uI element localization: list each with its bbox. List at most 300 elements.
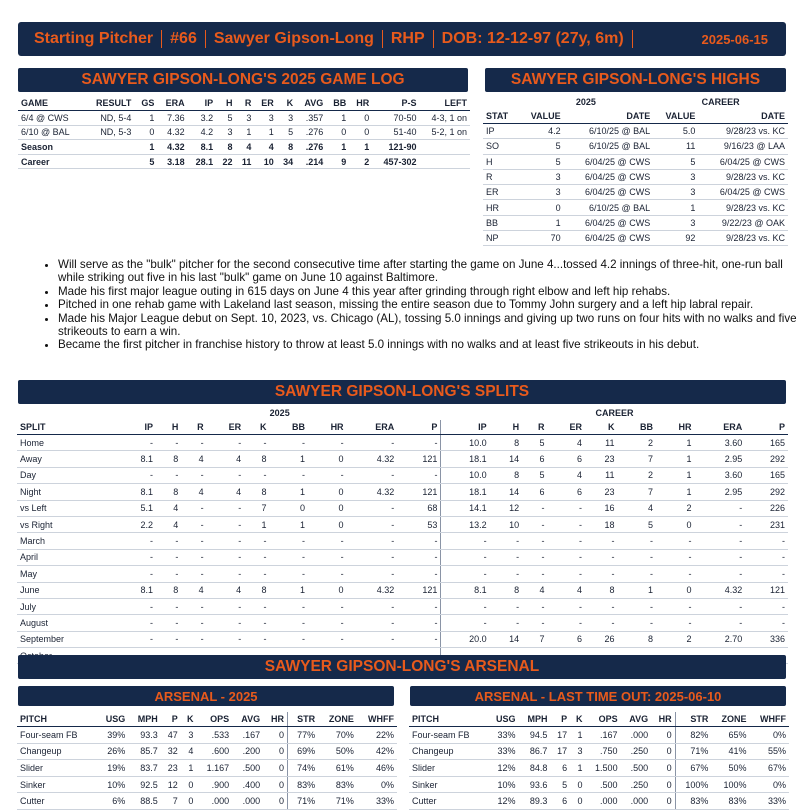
table-cell: 3: [181, 727, 197, 744]
table-cell: 34: [277, 154, 296, 169]
table-cell: 2: [349, 154, 372, 169]
game-log-summary-row: [18, 154, 470, 169]
highs-col-header: VALUE: [653, 109, 698, 124]
table-cell: 14: [490, 484, 522, 500]
table-cell: 0: [326, 125, 349, 140]
table-cell: -: [207, 533, 245, 549]
table-cell: 121: [397, 451, 441, 467]
table-cell: 3: [570, 743, 585, 760]
table-cell: .214: [296, 154, 326, 169]
table-cell: -: [617, 598, 656, 614]
table-cell: 2: [617, 467, 656, 483]
splits-col-header: IP: [441, 420, 490, 435]
splits-col-header: HR: [308, 420, 347, 435]
table-cell: 0: [570, 793, 585, 810]
table-cell: -: [270, 435, 309, 451]
table-cell: 7: [244, 500, 269, 516]
splits-group-career: CAREER: [595, 408, 634, 418]
arsenal-right-col-header: WHFF: [750, 712, 789, 727]
table-cell: 8.1: [118, 451, 156, 467]
table-cell: -: [522, 500, 547, 516]
highs-group-2025: 2025: [575, 97, 596, 107]
table-cell: -: [270, 549, 309, 565]
table-cell: 7: [522, 631, 547, 647]
splits-col-header: P: [397, 420, 441, 435]
note-item: • Will serve as the "bulk" pitcher for the second consecutive time after starting the game on June 4...tossed 4.2 innings of three-hit, one-run ball while striking out five in his last "bulk" game on June 10 against Baltimore.: [58, 258, 798, 285]
table-cell: 6/04/25 @ CWS: [564, 185, 654, 200]
table-cell: -: [347, 631, 398, 647]
table-cell: -: [656, 549, 695, 565]
table-cell: 4: [181, 743, 197, 760]
table-cell: -: [244, 566, 269, 582]
table-cell: -: [617, 615, 656, 631]
table-cell: -: [347, 467, 398, 483]
table-cell: 4: [236, 140, 255, 155]
game-log-table: [18, 96, 470, 169]
table-cell: 71%: [675, 743, 711, 760]
arsenal-left-col-header: K: [181, 712, 197, 727]
arsenal-right-col-header: K: [570, 712, 585, 727]
table-cell: 12: [490, 500, 522, 516]
table-cell: -: [244, 615, 269, 631]
table-cell: 7: [161, 793, 181, 810]
highs-row: [483, 185, 788, 200]
splits-row: [17, 467, 788, 483]
table-cell: 5: [277, 125, 296, 140]
table-cell: 0: [308, 451, 347, 467]
table-cell: 17: [550, 743, 570, 760]
table-cell: 17: [550, 727, 570, 744]
table-cell: -: [207, 615, 245, 631]
table-cell: -: [617, 549, 656, 565]
table-cell: 3.2: [188, 111, 217, 126]
table-cell: 12%: [487, 793, 518, 810]
player-throws: RHP: [383, 30, 434, 48]
table-cell: 23: [585, 451, 617, 467]
table-cell: 0: [308, 484, 347, 500]
table-cell: 39%: [96, 727, 128, 744]
table-cell: -: [347, 598, 398, 614]
table-cell: 11: [585, 467, 617, 483]
table-cell: 13.2: [441, 516, 490, 532]
game-log-col-header: HR: [349, 96, 372, 111]
table-cell: 92.5: [128, 776, 161, 793]
table-cell: 3: [254, 111, 276, 126]
table-cell: -: [244, 467, 269, 483]
table-cell: .900: [196, 776, 232, 793]
splits-row: [17, 451, 788, 467]
table-cell: Changeup: [17, 743, 96, 760]
table-cell: 22%: [357, 727, 397, 744]
table-cell: 1: [570, 727, 585, 744]
table-cell: 65%: [711, 727, 749, 744]
arsenal-left-col-header: USG: [96, 712, 128, 727]
table-cell: Home: [17, 435, 118, 451]
game-log-title: SAWYER GIPSON-LONG'S 2025 GAME LOG: [18, 68, 468, 92]
splits-col-header: BB: [617, 420, 656, 435]
table-cell: March: [17, 533, 118, 549]
table-cell: -: [397, 533, 441, 549]
table-cell: 226: [745, 500, 788, 516]
table-cell: .500: [232, 760, 263, 777]
table-cell: -: [656, 566, 695, 582]
table-cell: 50%: [318, 743, 357, 760]
table-cell: 51-40: [372, 125, 419, 140]
table-cell: 18.1: [441, 451, 490, 467]
table-cell: 3: [653, 185, 698, 200]
game-log-col-header: H: [216, 96, 235, 111]
table-cell: -: [181, 615, 206, 631]
table-cell: -: [585, 549, 617, 565]
splits-row: [17, 631, 788, 647]
table-cell: 0: [263, 743, 287, 760]
table-cell: 92: [653, 231, 698, 246]
table-cell: 93.3: [128, 727, 161, 744]
table-cell: 4: [156, 516, 181, 532]
table-cell: -: [490, 549, 522, 565]
table-cell: 6%: [96, 793, 128, 810]
table-cell: -: [308, 615, 347, 631]
table-cell: 4: [522, 582, 547, 598]
table-cell: 83%: [675, 793, 711, 810]
table-cell: 2: [617, 435, 656, 451]
table-cell: 4: [254, 140, 276, 155]
table-cell: Changeup: [409, 743, 487, 760]
table-cell: -: [308, 467, 347, 483]
player-number: #66: [162, 30, 206, 48]
table-cell: -: [585, 566, 617, 582]
table-cell: -: [181, 631, 206, 647]
table-cell: Cutter: [17, 793, 96, 810]
table-cell: 68: [397, 500, 441, 516]
table-cell: 22: [216, 154, 235, 169]
table-cell: 3: [216, 125, 235, 140]
table-cell: 4.32: [157, 125, 187, 140]
table-cell: 3: [277, 111, 296, 126]
table-cell: Four-seam FB: [17, 727, 96, 744]
highs-col-header: STAT: [483, 109, 518, 124]
table-cell: 1: [570, 760, 585, 777]
table-cell: 26%: [96, 743, 128, 760]
game-log-col-header: IP: [188, 96, 217, 111]
player-name: Sawyer Gipson-Long: [206, 30, 383, 48]
table-cell: 2.95: [695, 451, 746, 467]
table-cell: -: [547, 516, 585, 532]
table-cell: 0: [651, 793, 675, 810]
table-cell: May: [17, 566, 118, 582]
table-cell: Four-seam FB: [409, 727, 487, 744]
table-cell: -: [156, 435, 181, 451]
table-cell: -: [207, 549, 245, 565]
splits-row: [17, 598, 788, 614]
table-cell: 0: [181, 776, 197, 793]
table-cell: -: [441, 566, 490, 582]
arsenal-left-col-header: WHFF: [357, 712, 397, 727]
highs-col-header: VALUE: [518, 109, 563, 124]
table-cell: 1: [270, 582, 309, 598]
table-cell: NP: [483, 231, 518, 246]
arsenal-right-col-header: OPS: [586, 712, 621, 727]
splits-table: [17, 406, 788, 664]
table-cell: 14: [490, 631, 522, 647]
table-cell: 23: [585, 484, 617, 500]
table-cell: -: [397, 566, 441, 582]
table-cell: -: [522, 598, 547, 614]
table-cell: -: [397, 467, 441, 483]
table-cell: 0: [263, 793, 287, 810]
table-cell: -: [547, 533, 585, 549]
table-cell: .600: [196, 743, 232, 760]
table-cell: 6: [547, 631, 585, 647]
table-cell: -: [181, 533, 206, 549]
splits-col-header: SPLIT: [17, 420, 118, 435]
table-cell: 6/4 @ CWS: [18, 111, 84, 126]
table-cell: 1: [236, 125, 255, 140]
splits-col-header: HR: [656, 420, 695, 435]
table-cell: .357: [296, 111, 326, 126]
table-cell: 50%: [711, 760, 749, 777]
table-cell: -: [244, 549, 269, 565]
table-cell: 67%: [675, 760, 711, 777]
table-cell: 0: [651, 776, 675, 793]
table-cell: 6: [550, 760, 570, 777]
arsenal-right-col-header: HR: [651, 712, 675, 727]
table-cell: 70: [518, 231, 563, 246]
table-cell: 83%: [711, 793, 749, 810]
table-cell: -: [308, 533, 347, 549]
table-cell: -: [547, 549, 585, 565]
table-cell: 8: [490, 582, 522, 598]
table-cell: -: [347, 500, 398, 516]
table-cell: 6: [550, 793, 570, 810]
note-item: • Pitched in one rehab game with Lakeland last season, missing the entire season due to Tommy John surgery and a left hip labral repair.: [58, 298, 798, 311]
arsenal-title: SAWYER GIPSON-LONG'S ARSENAL: [18, 655, 786, 679]
table-cell: 8: [156, 582, 181, 598]
table-cell: 7: [617, 484, 656, 500]
arsenal-left-col-header: ZONE: [318, 712, 357, 727]
table-cell: 26: [585, 631, 617, 647]
table-cell: 6/04/25 @ CWS: [564, 169, 654, 184]
table-cell: 83.7: [128, 760, 161, 777]
table-cell: 18.1: [441, 484, 490, 500]
arsenal-right-table: [409, 712, 789, 810]
table-cell: -: [347, 549, 398, 565]
table-cell: 6/10/25 @ BAL: [564, 124, 654, 139]
table-cell: -: [695, 615, 746, 631]
table-cell: 4-3, 1 on: [420, 111, 470, 126]
table-cell: -: [695, 566, 746, 582]
player-header-bar: [18, 22, 786, 56]
table-cell: 33%: [750, 793, 789, 810]
table-cell: 4.32: [157, 140, 187, 155]
table-cell: -: [745, 598, 788, 614]
table-cell: 82%: [675, 727, 711, 744]
table-cell: 0%: [357, 776, 397, 793]
highs-row: [483, 154, 788, 169]
table-cell: 10: [254, 154, 276, 169]
table-cell: 71%: [318, 793, 357, 810]
splits-row: [17, 533, 788, 549]
arsenal-right-row: [409, 760, 789, 777]
table-cell: 0: [308, 582, 347, 598]
table-cell: 1: [326, 140, 349, 155]
splits-col-header: IP: [118, 420, 156, 435]
table-cell: 4: [617, 500, 656, 516]
table-cell: ND, 5-3: [84, 125, 134, 140]
table-cell: 6/10/25 @ BAL: [564, 200, 654, 215]
table-cell: Sinker: [17, 776, 96, 793]
table-cell: -: [118, 631, 156, 647]
table-cell: 8: [156, 451, 181, 467]
table-cell: 8: [617, 631, 656, 647]
table-cell: 3: [236, 111, 255, 126]
table-cell: .500: [621, 760, 652, 777]
table-cell: -: [181, 566, 206, 582]
table-cell: -: [244, 435, 269, 451]
highs-row: [483, 215, 788, 230]
table-cell: -: [207, 435, 245, 451]
table-cell: 292: [745, 451, 788, 467]
table-cell: 4.2: [188, 125, 217, 140]
table-cell: -: [397, 435, 441, 451]
table-cell: 8: [244, 582, 269, 598]
table-cell: 5: [518, 139, 563, 154]
arsenal-left-col-header: OPS: [196, 712, 232, 727]
table-cell: 3: [653, 169, 698, 184]
table-cell: 0: [518, 200, 563, 215]
table-cell: 55%: [750, 743, 789, 760]
highs-title: SAWYER GIPSON-LONG'S HIGHS: [485, 68, 786, 92]
table-cell: 0: [270, 500, 309, 516]
table-cell: 6/04/25 @ CWS: [564, 215, 654, 230]
table-cell: -: [347, 533, 398, 549]
table-cell: -: [656, 598, 695, 614]
table-cell: -: [397, 598, 441, 614]
table-cell: 2.70: [695, 631, 746, 647]
table-cell: 5: [653, 154, 698, 169]
table-cell: -: [156, 533, 181, 549]
table-cell: 0: [651, 760, 675, 777]
table-cell: -: [397, 615, 441, 631]
table-cell: 1: [254, 125, 276, 140]
arsenal-left-col-header: MPH: [128, 712, 161, 727]
splits-col-header: H: [490, 420, 522, 435]
table-cell: Career: [18, 154, 84, 169]
arsenal-right-col-header: AVG: [621, 712, 652, 727]
table-cell: -: [745, 615, 788, 631]
table-cell: -: [441, 533, 490, 549]
table-cell: 5.1: [118, 500, 156, 516]
table-cell: 0: [651, 743, 675, 760]
arsenal-left-col-header: HR: [263, 712, 287, 727]
table-cell: 3.60: [695, 467, 746, 483]
arsenal-right-col-header: USG: [487, 712, 518, 727]
table-cell: 2: [656, 631, 695, 647]
table-cell: 1.500: [586, 760, 621, 777]
table-cell: -: [547, 566, 585, 582]
table-cell: 336: [745, 631, 788, 647]
table-cell: 4: [181, 484, 206, 500]
table-cell: -: [617, 533, 656, 549]
table-cell: .200: [232, 743, 263, 760]
table-cell: -: [695, 598, 746, 614]
table-cell: 165: [745, 435, 788, 451]
table-cell: .500: [586, 776, 621, 793]
arsenal-right-title: ARSENAL - LAST TIME OUT: 2025-06-10: [410, 686, 786, 706]
game-log-col-header: P-S: [372, 96, 419, 111]
highs-row: [483, 200, 788, 215]
table-cell: -: [181, 435, 206, 451]
table-cell: ND, 5-4: [84, 111, 134, 126]
splits-title: SAWYER GIPSON-LONG'S SPLITS: [18, 380, 786, 404]
table-cell: ER: [483, 185, 518, 200]
table-cell: -: [156, 598, 181, 614]
table-cell: Sinker: [409, 776, 487, 793]
table-cell: 0%: [750, 727, 789, 744]
splits-col-header: ER: [547, 420, 585, 435]
table-cell: 33%: [487, 727, 518, 744]
table-cell: 11: [585, 435, 617, 451]
player-dob: DOB: 12-12-97 (27y, 6m): [434, 30, 633, 48]
table-cell: -: [207, 566, 245, 582]
table-cell: 1: [134, 140, 157, 155]
table-cell: .167: [586, 727, 621, 744]
table-cell: 12%: [487, 760, 518, 777]
arsenal-left-row: [17, 760, 397, 777]
table-cell: September: [17, 631, 118, 647]
table-cell: 20.0: [441, 631, 490, 647]
table-cell: Slider: [409, 760, 487, 777]
table-cell: 3: [653, 215, 698, 230]
splits-col-header: H: [156, 420, 181, 435]
table-cell: 0: [308, 516, 347, 532]
table-cell: 4.32: [695, 582, 746, 598]
table-cell: 4: [181, 451, 206, 467]
table-cell: 8.1: [188, 140, 217, 155]
table-cell: 28.1: [188, 154, 217, 169]
table-cell: .000: [621, 727, 652, 744]
arsenal-left-col-header: STR: [288, 712, 319, 727]
table-cell: 10%: [487, 776, 518, 793]
splits-group-2025: 2025: [269, 408, 290, 418]
table-cell: .400: [232, 776, 263, 793]
table-cell: 53: [397, 516, 441, 532]
table-cell: 8: [244, 484, 269, 500]
table-cell: 10: [490, 516, 522, 532]
table-cell: 6: [522, 451, 547, 467]
arsenal-left-row: [17, 743, 397, 760]
table-cell: .250: [621, 743, 652, 760]
table-cell: -: [156, 467, 181, 483]
game-log-col-header: BB: [326, 96, 349, 111]
table-cell: 10.0: [441, 467, 490, 483]
table-cell: -: [207, 516, 245, 532]
game-log-col-header: GAME: [18, 96, 84, 111]
table-cell: 41%: [711, 743, 749, 760]
table-cell: -: [522, 516, 547, 532]
arsenal-left-row: [17, 793, 397, 810]
game-log-col-header: K: [277, 96, 296, 111]
table-cell: 5: [134, 154, 157, 169]
table-cell: -: [244, 631, 269, 647]
table-cell: 121-90: [372, 140, 419, 155]
table-cell: HR: [483, 200, 518, 215]
table-cell: 1: [518, 215, 563, 230]
table-cell: -: [156, 631, 181, 647]
splits-col-header: BB: [270, 420, 309, 435]
table-cell: -: [308, 566, 347, 582]
table-cell: 1: [349, 140, 372, 155]
